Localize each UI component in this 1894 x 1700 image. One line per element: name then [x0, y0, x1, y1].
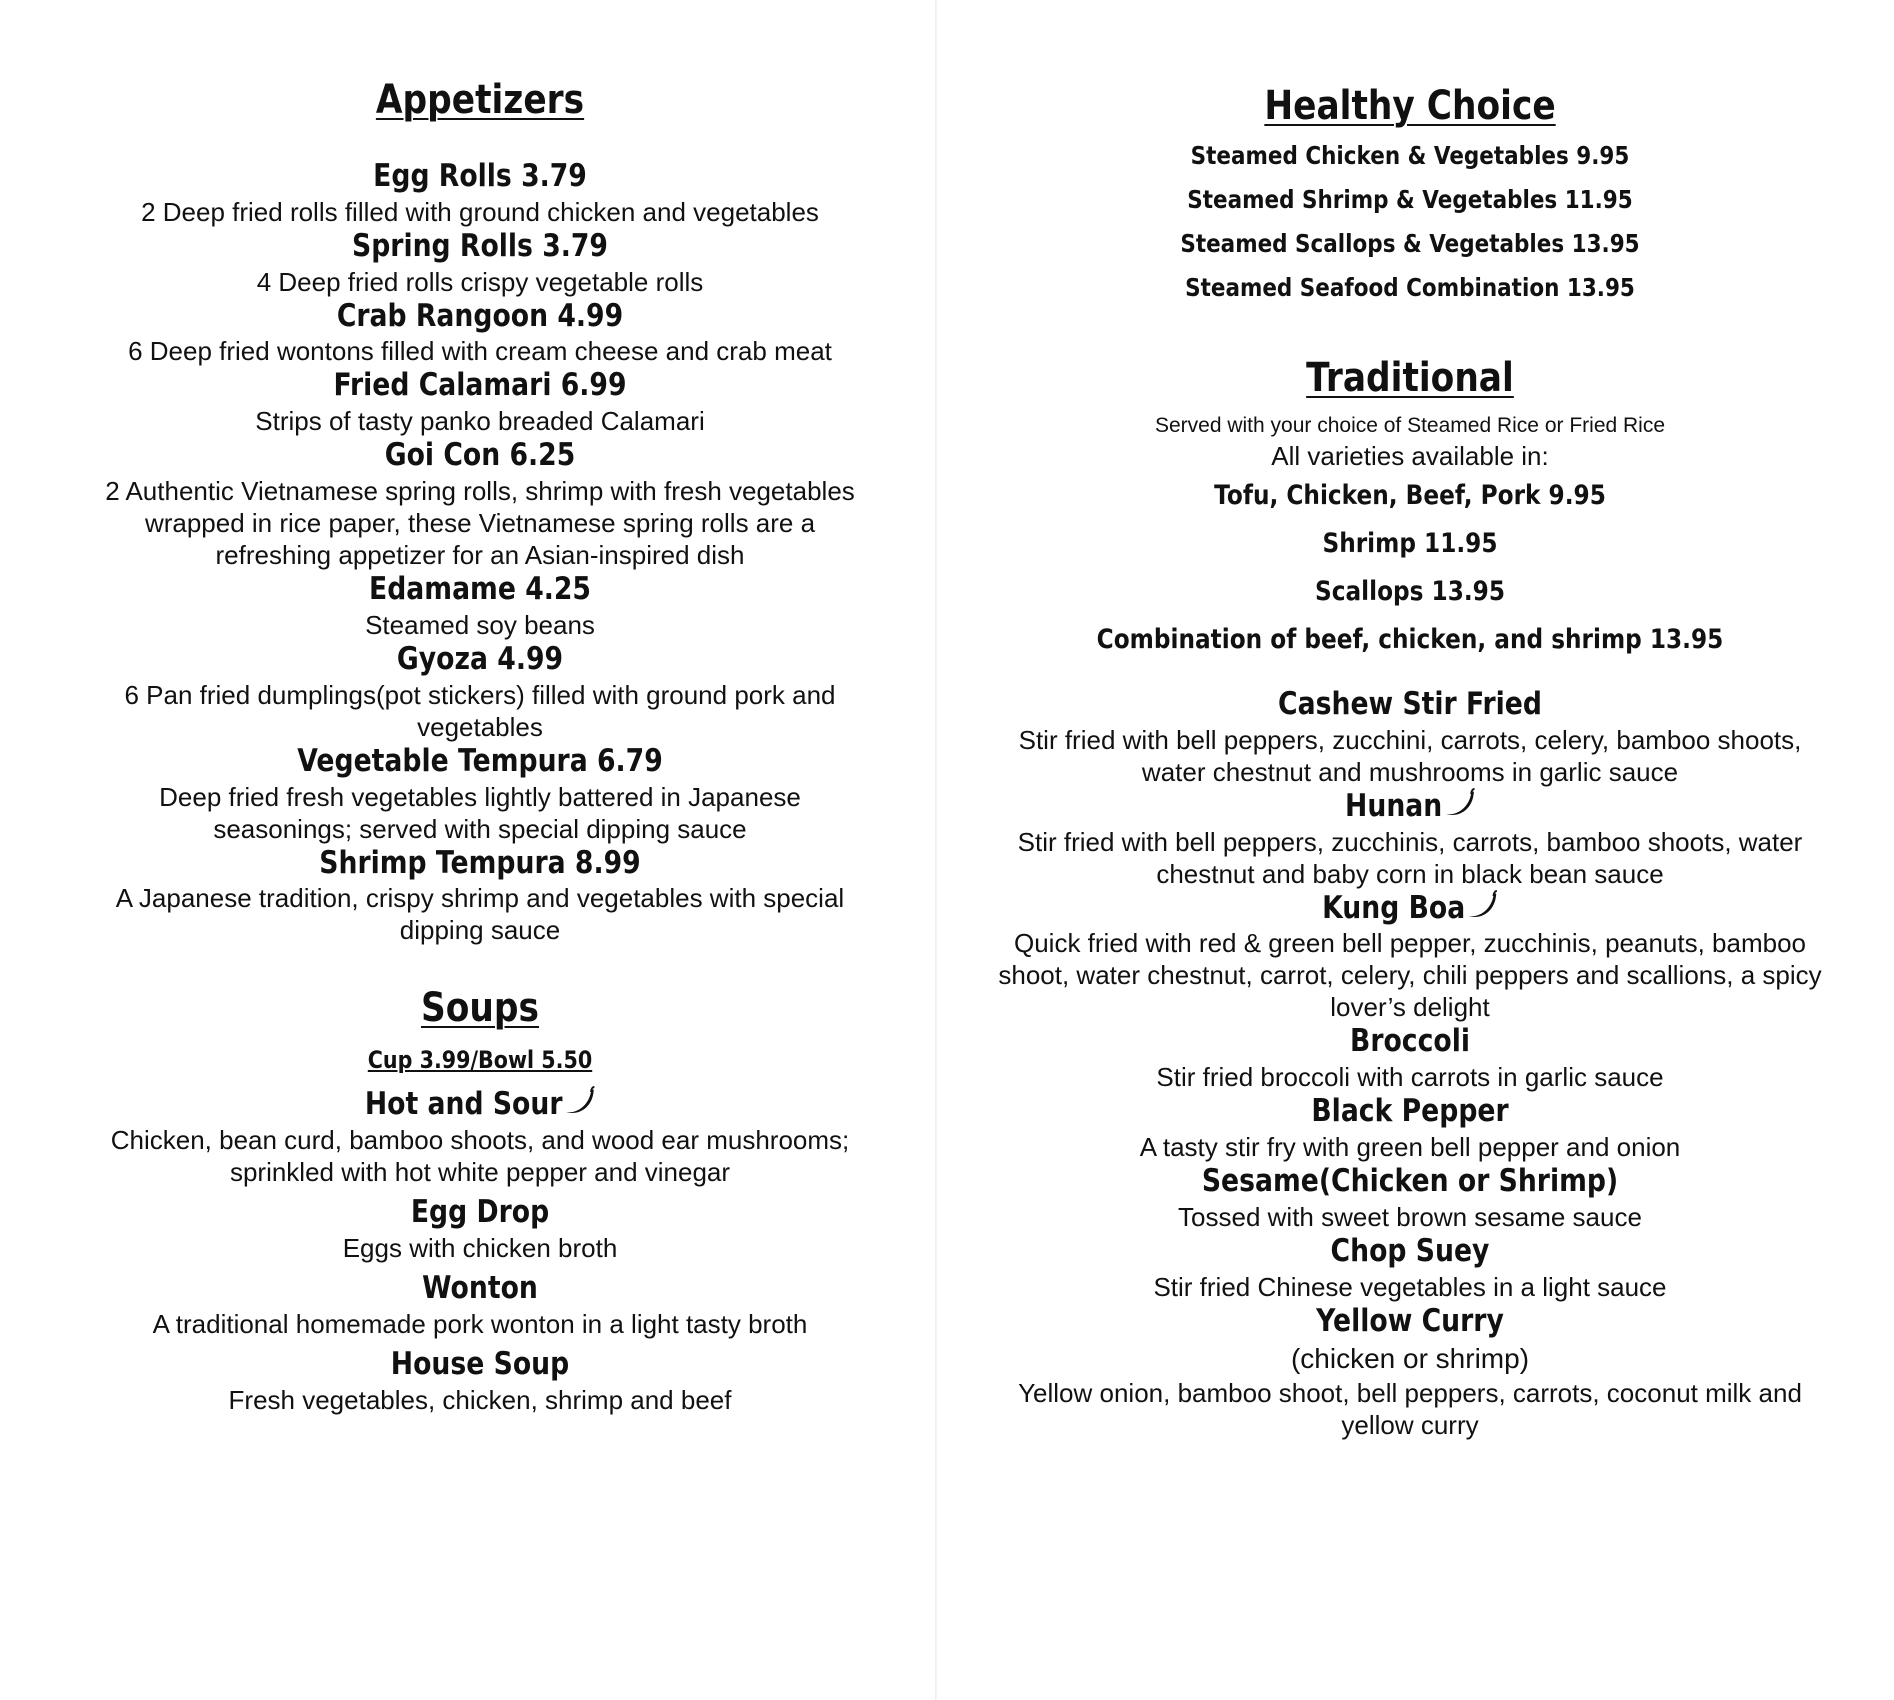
menu-item	[60, 298, 900, 368]
healthy-choice-item: Steamed Seafood Combination 13.95	[1185, 273, 1635, 302]
appetizers-heading: Appetizers	[375, 77, 585, 123]
item-description-line: Chicken, bean curd, bamboo shoots, and wood ear mushrooms;	[110, 1125, 850, 1156]
item-description-line: Deep fried fresh vegetables lightly battered in Japanese	[159, 781, 801, 812]
menu-item	[60, 641, 900, 743]
item-description-line: 6 Pan fried dumplings(pot stickers) filled with ground pork and	[124, 679, 836, 710]
menu-item	[60, 571, 900, 641]
menu-item	[60, 228, 900, 298]
item-description-line: Stir fried with bell peppers, zucchini, carrots, celery, bamboo shoots,	[1018, 724, 1802, 755]
item-description: Strips of tasty panko breaded Calamari	[255, 406, 705, 437]
item-description-line: Quick fried with red & green bell pepper, zucchinis, peanuts, bamboo	[1013, 928, 1806, 959]
menu-item	[990, 1163, 1830, 1233]
item-title: Crab Rangoon 4.99	[336, 297, 624, 334]
item-title: Edamame 4.25	[369, 571, 591, 608]
menu-item	[990, 1303, 1830, 1441]
right-column	[990, 0, 1830, 1441]
menu-item	[60, 743, 900, 845]
menu-item	[60, 1086, 900, 1188]
item-subtitle: (chicken or shrimp)	[1290, 1342, 1530, 1374]
menu-item	[60, 1270, 900, 1340]
item-title: Wonton	[422, 1269, 538, 1306]
item-title: Gyoza 4.99	[396, 640, 564, 677]
item-title: Spring Rolls 3.79	[352, 227, 608, 264]
item-title: Egg Drop	[410, 1194, 550, 1231]
item-description-line: wrapped in rice paper, these Vietnamese spring rolls are a	[144, 508, 816, 539]
item-description-line: chestnut and baby corn in black bean sauce	[1156, 858, 1664, 889]
healthy-choice-item: Steamed Chicken & Vegetables 9.95	[1190, 141, 1630, 170]
healthy-choice-item: Steamed Scallops & Vegetables 13.95	[1180, 229, 1640, 258]
healthy-choice-heading: Healthy Choice	[1264, 83, 1556, 129]
item-title: Broccoli	[1350, 1023, 1470, 1060]
item-description-line: 2 Authentic Vietnamese spring rolls, shrimp with fresh vegetables	[105, 476, 855, 507]
item-description-line: dipping sauce	[399, 915, 561, 946]
item-description: 6 Deep fried wontons filled with cream cheese and crab meat	[128, 336, 832, 367]
item-description-line: Yellow onion, bamboo shoot, bell peppers, carrots, coconut milk and	[1018, 1377, 1802, 1408]
price-line: Shrimp 11.95	[1322, 528, 1498, 559]
item-description: Fresh vegetables, chicken, shrimp and beef	[228, 1384, 732, 1415]
menu-item	[60, 437, 900, 571]
item-description: Steamed soy beans	[365, 609, 595, 640]
item-description: 2 Deep fried rolls filled with ground chicken and vegetables	[141, 196, 819, 227]
menu-item	[990, 1023, 1830, 1093]
menu-item	[990, 686, 1830, 788]
page-fold	[935, 0, 937, 1700]
item-description: Tossed with sweet brown sesame sauce	[1178, 1201, 1642, 1232]
item-description-line: sprinkled with hot white pepper and vinegar	[229, 1157, 731, 1188]
item-description-line: water chestnut and mushrooms in garlic sauce	[1141, 756, 1679, 787]
item-description-line: vegetables	[417, 711, 543, 742]
item-description-line: A Japanese tradition, crispy shrimp and vegetables with special	[115, 883, 845, 914]
price-line: Scallops 13.95	[1314, 576, 1506, 607]
menu-item	[60, 158, 900, 228]
item-description-line: seasonings; served with special dipping sauce	[213, 813, 747, 844]
item-description: Stir fried broccoli with carrots in garlic sauce	[1156, 1062, 1664, 1093]
item-title: Black Pepper	[1311, 1093, 1509, 1130]
item-title: Goi Con 6.25	[384, 437, 576, 474]
item-title: Yellow Curry	[1316, 1302, 1504, 1339]
chili-pepper-icon	[562, 1086, 595, 1116]
item-description-line: shoot, water chestnut, carrot, celery, chili peppers and scallions, a spicy	[998, 960, 1822, 991]
left-column	[60, 0, 900, 1416]
price-line: Combination of beef, chicken, and shrimp 13.95	[1096, 624, 1724, 655]
item-description-line: lover’s delight	[1330, 992, 1490, 1023]
item-description-line: refreshing appetizer for an Asian-inspired dish	[215, 540, 745, 571]
item-description-line: yellow curry	[1341, 1409, 1479, 1440]
item-title: House Soup	[390, 1345, 570, 1382]
soups-price: Cup 3.99/Bowl 5.50	[367, 1046, 593, 1075]
served-with-note: Served with your choice of Steamed Rice or Fried Rice	[1154, 414, 1666, 437]
item-title: Chop Suey	[1330, 1232, 1490, 1269]
item-title: Egg Rolls 3.79	[373, 158, 587, 194]
item-description: A tasty stir fry with green bell pepper and onion	[1139, 1132, 1681, 1163]
item-title: Hunan	[1049, 788, 1771, 826]
varieties-note: All varieties available in:	[1271, 441, 1549, 471]
item-description: A traditional homemade pork wonton in a light tasty broth	[152, 1308, 808, 1339]
item-title: Hot and Sour	[119, 1086, 841, 1124]
item-description: Eggs with chicken broth	[342, 1232, 618, 1263]
menu-item	[990, 1233, 1830, 1303]
soups-heading: Soups	[420, 985, 540, 1032]
item-title: Shrimp Tempura 8.99	[319, 844, 641, 881]
menu-item	[60, 1346, 900, 1416]
item-description-line: Stir fried with bell peppers, zucchinis, carrots, bamboo shoots, water	[1017, 826, 1803, 857]
menu-item	[60, 367, 900, 437]
menu-item	[990, 890, 1830, 1024]
item-title: Sesame(Chicken or Shrimp)	[1201, 1163, 1619, 1200]
item-title: Fried Calamari 6.99	[333, 367, 627, 404]
item-title: Cashew Stir Fried	[1278, 686, 1542, 722]
item-title: Vegetable Tempura 6.79	[297, 742, 663, 779]
menu-item	[60, 845, 900, 947]
menu-item	[60, 1194, 900, 1264]
traditional-heading: Traditional	[1306, 355, 1514, 401]
item-title: Kung Boa	[1049, 890, 1771, 928]
item-description: 4 Deep fried rolls crispy vegetable rolls	[256, 266, 704, 297]
chili-pepper-icon	[1442, 788, 1475, 818]
price-line: Tofu, Chicken, Beef, Pork 9.95	[1214, 480, 1606, 511]
healthy-choice-item: Steamed Shrimp & Vegetables 11.95	[1187, 185, 1633, 214]
menu-item	[990, 788, 1830, 890]
item-description: Stir fried Chinese vegetables in a light sauce	[1153, 1271, 1667, 1302]
menu-item	[990, 1093, 1830, 1163]
chili-pepper-icon	[1465, 890, 1498, 920]
